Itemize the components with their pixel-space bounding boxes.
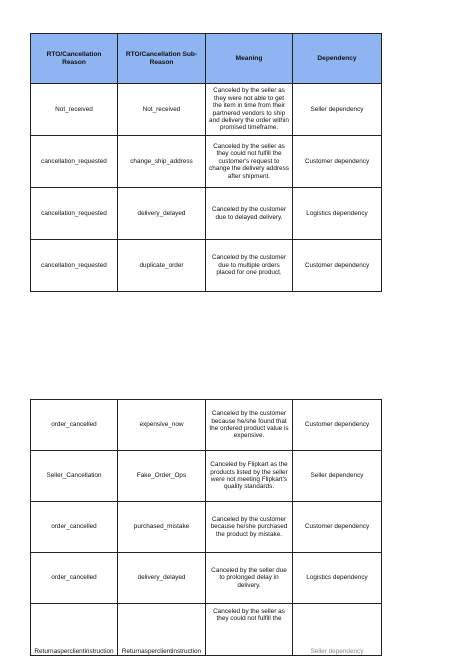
table-row [31, 451, 382, 502]
table-row [31, 240, 382, 292]
cell-reason: cancellation_requested [31, 188, 118, 240]
cell-reason: order_cancelled [31, 400, 118, 451]
cell-meaning: Canceled by Flipkart as the products listed by the seller were not meeting Flipkart's quality standards. [206, 451, 293, 502]
cell-reason: cancellation_requested [31, 240, 118, 292]
cell-sub-reason: purchased_mistake [118, 502, 206, 553]
header-reason: RTO/Cancellation Reason [31, 34, 118, 84]
cell-reason: cancellation_requested [31, 136, 118, 188]
cell-meaning: Canceled by the seller as they could not fulfill the customer's request to change the delivery address after shipment. [206, 136, 293, 188]
header-dependency: Dependency [293, 34, 382, 84]
table-row [31, 502, 382, 553]
header-sub-reason: RTO/Cancellation Sub-Reason [118, 34, 206, 84]
cell-meaning: Canceled by the seller as they were not able to get the item in time from their partnered vendors to ship and delivery the order within promised timeframe. [206, 84, 293, 136]
cell-meaning: Canceled by the customer because he/she found that the ordered product value is expensive. [206, 400, 293, 451]
cell-dependency: Seller dependency [293, 451, 382, 502]
cell-meaning: Canceled by the seller due to prolonged delay in delivery. [206, 553, 293, 604]
cell-reason: Returnasperclientinstruction [31, 604, 118, 656]
cell-sub-reason: Not_received [118, 84, 206, 136]
cell-sub-reason: delivery_delayed [118, 188, 206, 240]
cell-sub-reason: Fake_Order_Ops [118, 451, 206, 502]
header-meaning: Meaning [206, 34, 293, 84]
table-header-row [31, 34, 382, 84]
cell-dependency: Logistics dependency [293, 188, 382, 240]
cell-reason: order_cancelled [31, 502, 118, 553]
cell-sub-reason: Returnasperclientinstruction [118, 604, 206, 656]
table-row [31, 136, 382, 188]
cell-sub-reason: change_ship_address [118, 136, 206, 188]
cell-dependency: Customer dependency [293, 502, 382, 553]
cell-reason: Seller_Cancellation [31, 451, 118, 502]
table-row [31, 553, 382, 604]
cancellation-reasons-table-bottom [30, 399, 382, 656]
cell-reason: Not_received [31, 84, 118, 136]
cell-sub-reason: delivery_delayed [118, 553, 206, 604]
cell-dependency: Logistics dependency [293, 553, 382, 604]
cell-dependency: Customer dependency [293, 136, 382, 188]
cell-meaning: Canceled by the customer due to delayed delivery. [206, 188, 293, 240]
cell-reason: order_cancelled [31, 553, 118, 604]
table-row [31, 400, 382, 451]
table-row [31, 188, 382, 240]
cell-meaning: Canceled by the seller as they could not fulfill the [206, 604, 293, 656]
cell-dependency: Customer dependency [293, 400, 382, 451]
table-row [31, 84, 382, 136]
cell-dependency: Customer dependency [293, 240, 382, 292]
cell-sub-reason: duplicate_order [118, 240, 206, 292]
table-row [31, 604, 382, 656]
cell-dependency: Seller dependency [293, 84, 382, 136]
cell-dependency: Seller dependency [293, 604, 382, 656]
cell-meaning: Canceled by the customer due to multiple orders placed for one product. [206, 240, 293, 292]
cell-meaning: Canceled by the customer because he/she purchased the product by mistake. [206, 502, 293, 553]
cell-sub-reason: expensive_now [118, 400, 206, 451]
cancellation-reasons-table-top [30, 33, 382, 292]
